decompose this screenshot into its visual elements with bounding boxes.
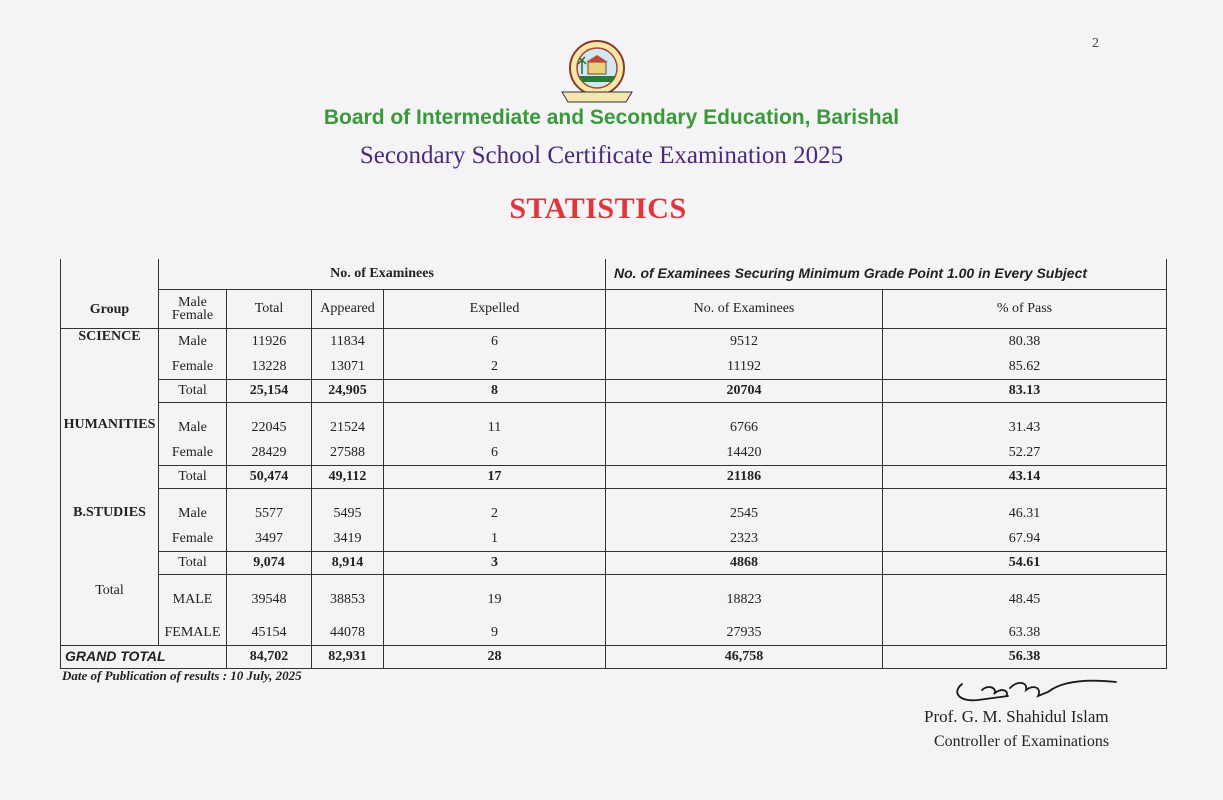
- pass-pct-header: % of Pass: [996, 301, 1053, 316]
- pct-cell: 63.38: [883, 612, 1167, 646]
- group-header: Group: [89, 302, 130, 317]
- subtotal-row: [61, 466, 1167, 489]
- passed-cell: 14420: [606, 440, 883, 466]
- appeared-cell: 8,914: [312, 552, 384, 575]
- expelled-cell: 11: [384, 415, 606, 440]
- passed-cell: 20704: [606, 380, 883, 403]
- page-number: 2: [1092, 36, 1099, 51]
- expelled-cell: 2: [384, 354, 606, 380]
- appeared-cell: 21524: [312, 415, 384, 440]
- min-grade-header: No. of Examinees Securing Minimum Grade Point 1.00 in Every Subject: [614, 265, 1088, 281]
- signatory-name: Prof. G. M. Shahidul Islam: [924, 707, 1109, 726]
- total-cell: 13228: [227, 354, 312, 380]
- male-subheader: Male: [178, 295, 207, 310]
- total-cell: 5577: [227, 501, 312, 526]
- pct-cell: 85.62: [883, 354, 1167, 380]
- expelled-cell: 3: [384, 552, 606, 575]
- pct-cell: 48.45: [883, 575, 1167, 613]
- pct-cell: 56.38: [883, 646, 1167, 669]
- expelled-cell: 2: [384, 501, 606, 526]
- examinees-header: No. of Examinees: [330, 266, 434, 281]
- subtotal-row: [61, 552, 1167, 575]
- passed-cell: 4868: [606, 552, 883, 575]
- sex-cell: Female: [159, 354, 227, 380]
- expelled-cell: 1: [384, 526, 606, 552]
- total-cell: 9,074: [227, 552, 312, 575]
- total-cell: 11926: [227, 329, 312, 355]
- passed-cell: 21186: [606, 466, 883, 489]
- total-cell: 50,474: [227, 466, 312, 489]
- total-cell: 39548: [227, 575, 312, 613]
- board-title: Board of Intermediate and Secondary Education, Barishal: [323, 106, 900, 129]
- passed-cell: 6766: [606, 415, 883, 440]
- table-row: [61, 329, 1167, 355]
- grand-total-label: GRAND TOTAL: [65, 648, 166, 664]
- total-cell: 28429: [227, 440, 312, 466]
- sex-cell: Total: [159, 466, 227, 489]
- passed-cell: 9512: [606, 329, 883, 355]
- table-row: [61, 526, 1167, 552]
- table-row: [61, 440, 1167, 466]
- table-row: [61, 575, 1167, 613]
- table-row: [61, 501, 1167, 526]
- board-logo: [554, 36, 640, 106]
- sex-cell: MALE: [159, 575, 227, 613]
- total-cell: 3497: [227, 526, 312, 552]
- appeared-cell: 49,112: [312, 466, 384, 489]
- pct-cell: 43.14: [883, 466, 1167, 489]
- total-cell: 22045: [227, 415, 312, 440]
- expelled-cell: 28: [384, 646, 606, 669]
- sex-cell: Total: [159, 380, 227, 403]
- group-name: HUMANITIES: [63, 417, 156, 432]
- table-subheader-row: [61, 290, 1167, 329]
- expelled-cell: 19: [384, 575, 606, 613]
- expelled-cell: 6: [384, 329, 606, 355]
- sex-cell: Female: [159, 440, 227, 466]
- publication-date: Date of Publication of results : 10 July, 2025: [62, 668, 302, 683]
- passed-cell: 27935: [606, 612, 883, 646]
- appeared-cell: 44078: [312, 612, 384, 646]
- expelled-header: Expelled: [469, 301, 520, 316]
- sex-cell: Male: [159, 329, 227, 355]
- appeared-cell: 38853: [312, 575, 384, 613]
- group-name: SCIENCE: [78, 329, 141, 344]
- subtotal-row: [61, 380, 1167, 403]
- appeared-cell: 24,905: [312, 380, 384, 403]
- total-cell: 25,154: [227, 380, 312, 403]
- appeared-cell: 13071: [312, 354, 384, 380]
- pct-cell: 52.27: [883, 440, 1167, 466]
- sex-cell: FEMALE: [159, 612, 227, 646]
- passed-cell: 11192: [606, 354, 883, 380]
- overall-label: Total: [95, 582, 124, 598]
- total-cell: 84,702: [227, 646, 312, 669]
- pct-cell: 54.61: [883, 552, 1167, 575]
- passed-cell: 46,758: [606, 646, 883, 669]
- table-row: [61, 415, 1167, 440]
- table-row: [61, 612, 1167, 646]
- table-header-row: [61, 259, 1167, 290]
- expelled-cell: 17: [384, 466, 606, 489]
- appeared-cell: 82,931: [312, 646, 384, 669]
- pct-cell: 31.43: [883, 415, 1167, 440]
- pct-cell: 80.38: [883, 329, 1167, 355]
- appeared-header: Appeared: [320, 301, 375, 316]
- total-header: Total: [254, 301, 284, 316]
- passed-header: No. of Examinees: [693, 301, 795, 316]
- total-cell: 45154: [227, 612, 312, 646]
- pct-cell: 46.31: [883, 501, 1167, 526]
- pct-cell: 83.13: [883, 380, 1167, 403]
- expelled-cell: 9: [384, 612, 606, 646]
- female-subheader: Female: [171, 308, 214, 323]
- passed-cell: 2545: [606, 501, 883, 526]
- table-row: [61, 354, 1167, 380]
- appeared-cell: 3419: [312, 526, 384, 552]
- sex-cell: Male: [159, 415, 227, 440]
- signature: [948, 666, 1118, 706]
- appeared-cell: 5495: [312, 501, 384, 526]
- statistics-heading: STATISTICS: [509, 192, 687, 225]
- appeared-cell: 11834: [312, 329, 384, 355]
- passed-cell: 2323: [606, 526, 883, 552]
- sex-cell: Female: [159, 526, 227, 552]
- appeared-cell: 27588: [312, 440, 384, 466]
- signatory-title: Controller of Examinations: [934, 733, 1110, 750]
- sex-cell: Total: [159, 552, 227, 575]
- statistics-table: [60, 259, 1167, 669]
- pct-cell: 67.94: [883, 526, 1167, 552]
- group-name: B.STUDIES: [73, 505, 146, 520]
- expelled-cell: 6: [384, 440, 606, 466]
- passed-cell: 18823: [606, 575, 883, 613]
- sex-cell: Male: [159, 501, 227, 526]
- exam-title: Secondary School Certificate Examination 2025: [359, 142, 844, 169]
- expelled-cell: 8: [384, 380, 606, 403]
